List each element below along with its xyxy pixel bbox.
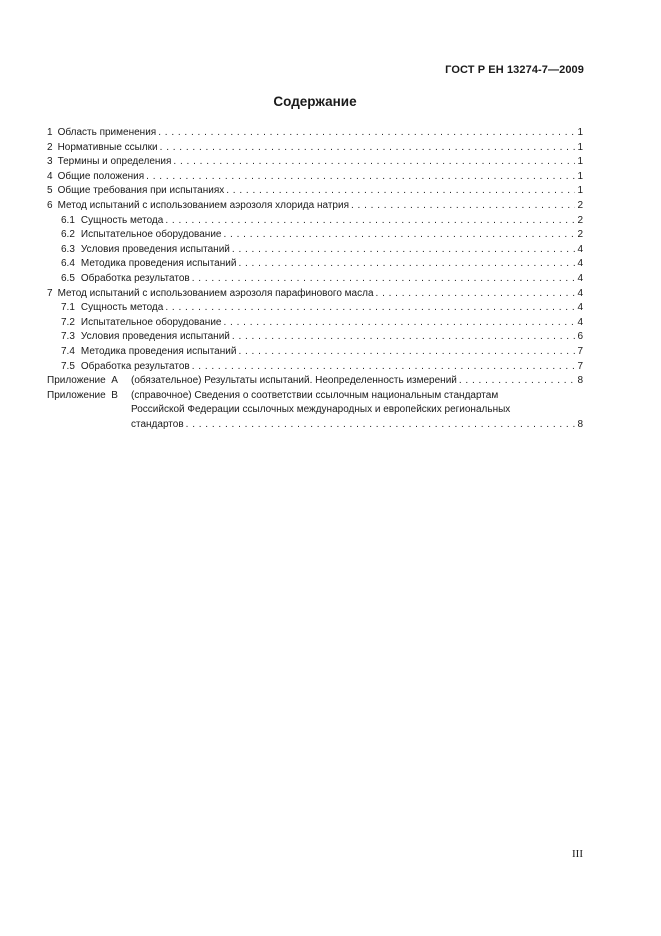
toc-entry[interactable] — [47, 170, 583, 185]
toc-entry-title: Метод испытаний с использованием аэрозоля хлорида натрия — [57, 199, 349, 211]
toc-entry[interactable] — [47, 330, 583, 345]
toc-entry-number: 7.2 — [61, 316, 75, 328]
toc-entry[interactable] — [47, 184, 583, 199]
toc-entry-page: 4 — [577, 258, 583, 270]
toc-entry-page: 1 — [577, 141, 583, 153]
toc-entry-number: 1 — [47, 127, 53, 138]
toc-entry[interactable] — [47, 301, 583, 316]
appendix-title-line: Российской Федерации ссылочных международных и европейских региональных — [131, 404, 511, 416]
dot-leader — [223, 316, 575, 331]
document-designation: ГОСТ Р ЕН 13274-7—2009 — [445, 64, 584, 76]
toc-entry-number: 6 — [47, 199, 53, 211]
toc-entry-number: 7.1 — [61, 302, 75, 314]
toc-entry-page: 4 — [577, 316, 583, 328]
dot-leader — [158, 126, 575, 141]
toc-entry-title: Условия проведения испытаний — [80, 331, 230, 343]
appendix-title-line: (справочное) Сведения о соответствии ссылочным национальным стандартам — [131, 389, 499, 401]
dot-leader — [192, 360, 576, 375]
dot-leader — [351, 199, 575, 214]
toc-entry-number: 2 — [47, 141, 53, 153]
dot-leader — [459, 374, 576, 389]
toc-entry-number: 7 — [47, 287, 53, 299]
toc-entry-number: 7.5 — [61, 360, 75, 372]
toc-appendix-entry[interactable] — [47, 389, 583, 433]
toc-entry[interactable] — [47, 214, 583, 229]
toc-entry-page: 7 — [577, 345, 583, 357]
toc-entry-number: 6.5 — [61, 272, 75, 284]
toc-entry-title: Общие требования при испытаниях — [57, 185, 225, 197]
toc-entry-page: 1 — [577, 170, 583, 182]
toc-entry[interactable] — [47, 360, 583, 375]
toc-entry-number: 7.3 — [61, 331, 75, 343]
dot-leader — [238, 345, 575, 360]
toc-entry-title: Термины и определения — [57, 156, 172, 168]
toc-entry-number: 6.4 — [61, 258, 75, 270]
dot-leader — [165, 301, 575, 316]
toc-entry-page: 4 — [577, 272, 583, 284]
toc-entry-number: 5 — [47, 185, 53, 197]
toc-entry-title: Методика проведения испытаний — [80, 258, 237, 270]
toc-entry-page: 2 — [577, 214, 583, 226]
toc-entry[interactable] — [47, 126, 583, 141]
toc-entry-page: 4 — [577, 302, 583, 314]
toc-entry-title: Обработка результатов — [80, 272, 190, 284]
dot-leader — [173, 155, 575, 170]
appendix-label: Приложение В — [47, 389, 118, 401]
toc-entry-page: 4 — [577, 287, 583, 299]
dot-leader — [165, 214, 575, 229]
toc-entry-number: 6.1 — [61, 214, 75, 226]
toc-entry-number: 6.2 — [61, 229, 75, 241]
toc-entry[interactable] — [47, 257, 583, 272]
toc-entry[interactable] — [47, 199, 583, 214]
dot-leader — [160, 141, 576, 156]
dot-leader — [192, 272, 576, 287]
toc-entry-title: Обработка результатов — [80, 360, 190, 372]
toc-entry[interactable] — [47, 141, 583, 156]
dot-leader — [232, 330, 576, 345]
toc-entry-number: 6.3 — [61, 243, 75, 255]
page-number: III — [572, 848, 583, 860]
toc-entry[interactable] — [47, 243, 583, 258]
toc-entry-page: 1 — [577, 127, 583, 138]
dot-leader — [226, 184, 575, 199]
toc-entry-page: 6 — [577, 331, 583, 343]
toc-entry-title: Методика проведения испытаний — [80, 345, 237, 357]
toc-entry-title: Сущность метода — [80, 214, 164, 226]
toc-entry-title: Испытательное оборудование — [80, 316, 222, 328]
toc-entry[interactable] — [47, 228, 583, 243]
toc-entry-title: Условия проведения испытаний — [80, 243, 230, 255]
toc-entry-title: Нормативные ссылки — [57, 141, 158, 153]
appendix-title-line: (обязательное) Результаты испытаний. Неопределенность измерений — [131, 375, 457, 387]
toc-entry-page: 2 — [577, 229, 583, 241]
dot-leader — [146, 170, 575, 185]
toc-entry[interactable] — [47, 272, 583, 287]
toc-entry-title: Общие положения — [57, 170, 145, 182]
toc-entry-number: 4 — [47, 170, 53, 182]
toc-entry-page: 1 — [577, 185, 583, 197]
dot-leader — [376, 287, 576, 302]
toc-entry[interactable] — [47, 316, 583, 331]
dot-leader — [232, 243, 576, 258]
page-title: Содержание — [273, 94, 357, 109]
toc-entry-page: 7 — [577, 360, 583, 372]
toc-entry-title: Область применения — [57, 127, 157, 138]
appendix-page: 8 — [577, 418, 583, 430]
toc-entry-page: 2 — [577, 199, 583, 211]
appendix-title-line: стандартов — [131, 418, 184, 430]
toc-entry-page: 4 — [577, 243, 583, 255]
toc-entry-page: 1 — [577, 156, 583, 168]
toc-entry-number: 7.4 — [61, 345, 75, 357]
toc-appendix-entry[interactable] — [47, 374, 583, 389]
toc-entry-title: Сущность метода — [80, 302, 164, 314]
dot-leader — [223, 228, 575, 243]
toc-entry[interactable] — [47, 287, 583, 302]
appendix-label: Приложение А — [47, 375, 118, 387]
dot-leader — [186, 418, 576, 433]
table-of-contents — [47, 126, 583, 432]
dot-leader — [238, 257, 575, 272]
appendix-page: 8 — [577, 375, 583, 387]
toc-entry[interactable] — [47, 345, 583, 360]
toc-entry-number: 3 — [47, 156, 53, 168]
toc-entry[interactable] — [47, 155, 583, 170]
toc-entry-title: Испытательное оборудование — [80, 229, 222, 241]
toc-entry-title: Метод испытаний с использованием аэрозоля парафинового масла — [57, 287, 374, 299]
